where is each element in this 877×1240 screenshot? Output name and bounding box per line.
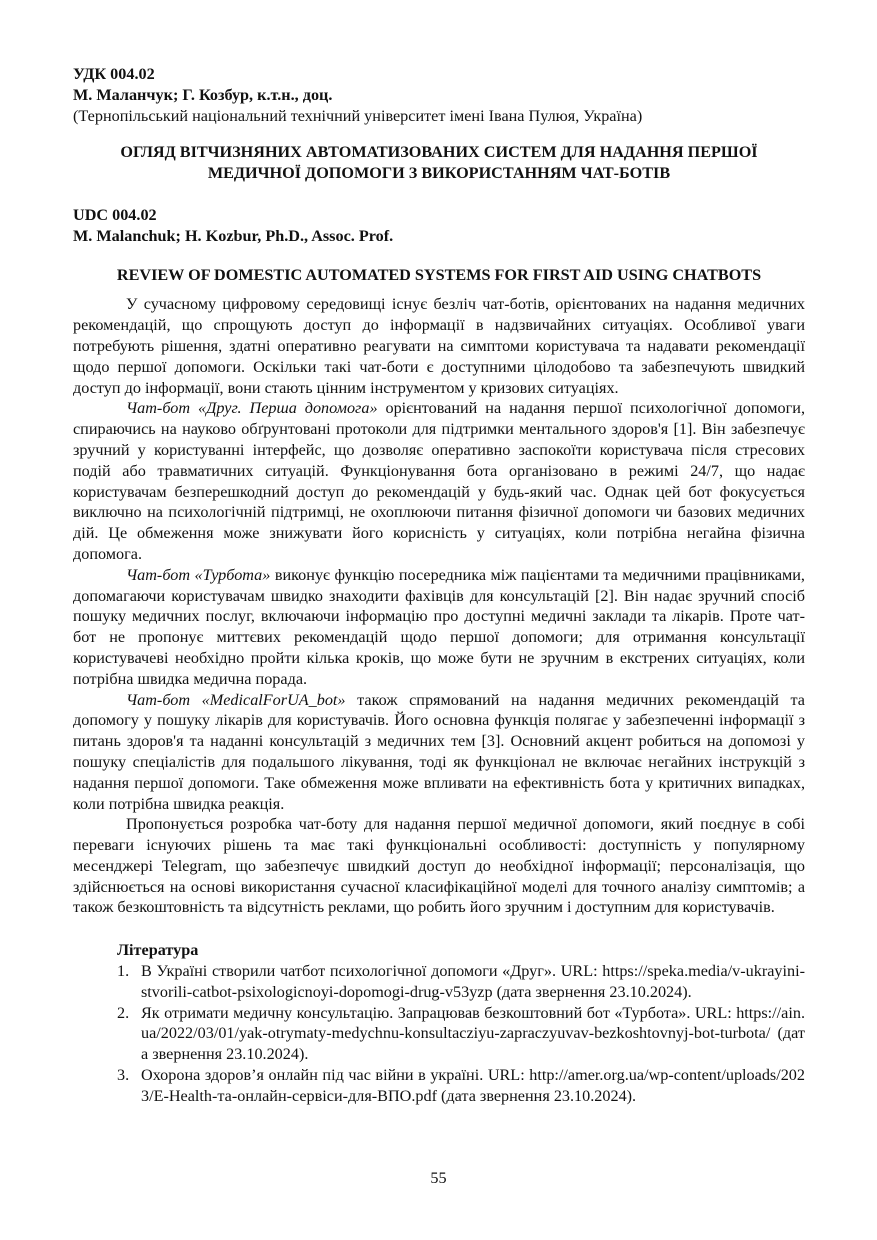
authors-en: M. Malanchuk; H. Kozbur, Ph.D., Assoc. Prof.: [73, 226, 394, 245]
title-uk: ОГЛЯД ВІТЧИЗНЯНИХ АВТОМАТИЗОВАНИХ СИСТЕМ ДЛЯ НАДАННЯ ПЕРШОЇ МЕДИЧНОЇ ДОПОМОГИ З ВИКОРИСТАННЯМ ЧАТ-БОТІВ: [120, 143, 758, 183]
reference-number: 1.: [117, 962, 130, 981]
title-en: REVIEW OF DOMESTIC AUTOMATED SYSTEMS FOR FIRST AID USING CHATBOTS: [116, 265, 762, 284]
reference-number: 3.: [117, 1066, 130, 1085]
turbota-bot-name: Чат-бот «Турбота»: [126, 565, 271, 584]
reference-item: [117, 1065, 805, 1107]
references-list: [73, 961, 805, 1107]
paragraph-medicalforua-bot: [73, 690, 805, 815]
drug-bot-text: орієнтований на надання першої психологічної допомоги, спираючись на науково обґрунтовані протоколи для підтримки ментального здоров'я [1]. Він забезпечує зручний у користуванні інтерфейс, що дозволяє оперативно заспокоїти користувача після стресових подій або травматичних ситуацій. Функціонування бота організовано в режимі 24/7, що надає користувачам безперешкодний доступ до рекомендацій у будь-який час. Однак цей бот фокусується виключно на психологічній підтримці, не охоплюючи питання фізичної допомоги чи базових медичних дій. Це обмеження може знижувати його корисність у ситуаціях, коли потрібна негайна фізична допомога.: [73, 399, 805, 563]
reference-item: [117, 1003, 805, 1065]
medicalforua-bot-name: Чат-бот «MedicalForUA_bot»: [126, 690, 346, 709]
udc-en: UDC 004.02: [73, 205, 157, 224]
page-number: 55: [430, 1169, 447, 1187]
reference-item: [117, 961, 805, 1003]
reference-number: 2.: [117, 1003, 130, 1022]
reference-text: Як отримати медичну консультацію. Запрацював безкоштовний бот «Турбота». URL: https://ain.ua/2022/03/01/yak-otrymaty-medychnu-konsultacziyu-zapraczyuvav-bezkoshtovnyj-bot-turbota/ (дата звернення 23.10.2024).: [141, 1003, 805, 1064]
turbota-bot-text: виконує функцію посередника між пацієнтами та медичними працівниками, допомагаючи користувачам швидко знаходити фахівців для консультацій [2]. Він надає зручний спосіб пошуку медичних послуг, включаючи інформацію про доступні медичні заклади та лікарів. Проте чат-бот не пропонує миттєвих рекомендацій щодо першої допомоги; для отримання консультації користувачеві необхідно пройти кілька кроків, що може бути не зручним в екстрених ситуаціях, коли потрібна швидка медична порада.: [73, 565, 805, 688]
paragraph-intro: У сучасному цифровому середовищі існує безліч чат-ботів, орієнтованих на надання медичних рекомендацій, що спрощують доступ до інформації в надзвичайних ситуаціях. Особливої уваги потребують рішення, здатні оперативно реагувати на симптоми користувача та надавати рекомендації щодо першої допомоги. Оскільки такі чат-боти є доступними цілодобово та забезпечують швидкий доступ до інформації, вони стають цінним інструментом у кризових ситуаціях.: [73, 295, 805, 397]
drug-bot-name: Чат-бот «Друг. Перша допомога»: [126, 399, 378, 418]
affiliation-uk: (Тернопільський національний технічний університет імені Івана Пулюя, Україна): [73, 106, 643, 125]
reference-text: В Україні створили чатбот психологічної допомоги «Друг». URL: https://speka.media/v-ukrayini-stvorili-catbot-psixologicnoyi-dopomogi-drug-v53yzp (дата звернення 23.10.2024).: [141, 962, 805, 1001]
reference-text: Охорона здоров’я онлайн під час війни в україні. URL: http://amer.org.ua/wp-content/uploads/2023/E-Health-та-онлайн-сервіси-для-ВПО.pdf (дата звернення 23.10.2024).: [141, 1066, 805, 1105]
authors-uk: М. Маланчук; Г. Козбур, к.т.н., доц.: [73, 85, 333, 104]
udc-uk: УДК 004.02: [73, 65, 155, 83]
paragraph-proposal: Пропонується розробка чат-боту для надання першої медичної допомоги, який поєднує в собі переваги існуючих рішень та має такі функціональні особливості: доступність у популярному месенджері Telegram, що забезпечує швидкий доступ до необхідної інформації; персоналізація, що здійснюється на основі використання сучасної класифікаційної моделі для точного аналізу симптомів; а також безкоштовність та відсутність реклами, що робить його зручним і доступним для користувачів.: [73, 815, 805, 917]
medicalforua-bot-text: також спрямований на надання медичних рекомендацій та допомогу у пошуку лікарів для користувачів. Його основна функція полягає у забезпеченні інформації з питань здоров'я та наданні консультацій з медичних тем [3]. Основний акцент робиться на допомозі у пошуку спеціалістів для подальшого лікування, тоді як функціонал не включає негайних інструкцій з надання першої допомоги. Таке обмеження може впливати на ефективність бота у критичних випадках, коли потрібна швидка реакція.: [73, 690, 805, 813]
paragraph-drug-bot: [73, 398, 805, 564]
references-heading: Література: [117, 941, 199, 960]
paragraph-turbota-bot: [73, 565, 805, 690]
